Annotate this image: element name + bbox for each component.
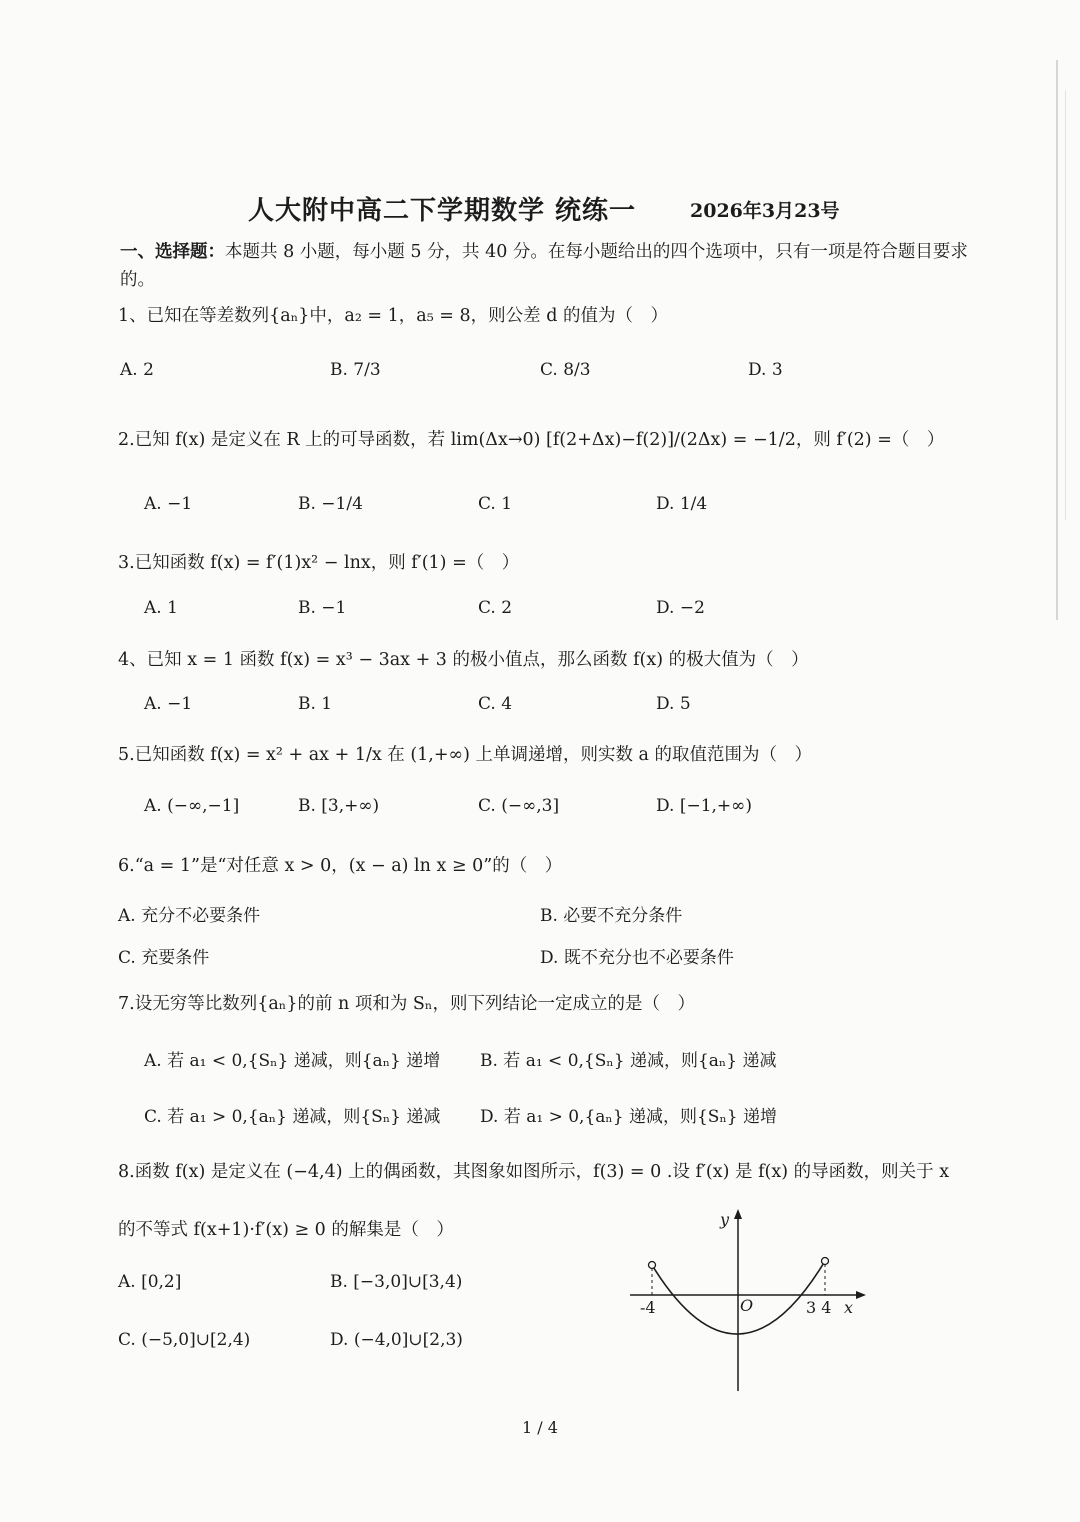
question-stem: 函数 f(x) 是定义在 (−4,4) 上的偶函数，其图象如图所示，f(3) = 0 .设 f′(x) 是 f(x) 的导函数，则关于 x (134, 1162, 950, 1182)
question-7 (118, 990, 695, 1015)
origin-label: O (740, 1296, 754, 1315)
question-4 (118, 646, 809, 671)
x-axis-arrow (856, 1291, 866, 1299)
open-endpoint-left (649, 1262, 656, 1269)
scan-edge-line (1056, 60, 1058, 620)
section-text: 本题共 8 小题，每小题 5 分，共 40 分。在每小题给出的四个选项中，只有一项是符合题目要求的。 (120, 242, 968, 290)
question-stem: “a = 1”是“对任意 x > 0，(x − a) ln x ≥ 0”的（ ） (134, 856, 563, 876)
tick-label-right: 3 4 (806, 1298, 832, 1317)
question-number: 7. (118, 994, 135, 1014)
question-3 (118, 549, 519, 574)
question-number: 8. (118, 1162, 135, 1182)
option-a: A. 若 a₁ < 0,{Sₙ} 递减，则{aₙ} 递增 (144, 1051, 441, 1071)
page-number: 1 / 4 (522, 1418, 558, 1437)
option-a: A. 1 (144, 598, 178, 618)
question-1 (118, 302, 668, 327)
question-6 (118, 852, 562, 877)
option-d: D. 既不充分也不必要条件 (540, 948, 734, 968)
exam-date: 2026年3月23号 (690, 200, 840, 222)
question-stem: 已知在等差数列{aₙ}中，a₂ = 1，a₅ = 8，则公差 d 的值为（ ） (146, 306, 668, 326)
option-c: C. 4 (478, 694, 513, 714)
question-8-continued: 的不等式 f(x+1)·f′(x) ≥ 0 的解集是（ ） (118, 1220, 454, 1240)
option-c: C. 若 a₁ > 0,{aₙ} 递减，则{Sₙ} 递减 (144, 1107, 441, 1127)
option-a: A. 充分不必要条件 (118, 906, 261, 926)
y-axis-label: y (720, 1210, 730, 1229)
option-b: B. [−3,0]∪[3,4) (330, 1272, 463, 1292)
question-number: 5. (118, 745, 135, 765)
option-b: B. [3,+∞) (298, 796, 380, 816)
option-d: D. 1/4 (656, 494, 708, 514)
function-graph (622, 1205, 872, 1395)
option-c: C. 2 (478, 598, 513, 618)
option-c: C. (−5,0]∪[2,4) (118, 1330, 251, 1350)
option-b: B. −1 (298, 598, 347, 618)
section-instructions (120, 238, 980, 294)
option-b: B. −1/4 (298, 494, 363, 514)
option-a: A. (−∞,−1] (144, 796, 240, 816)
question-number: 6. (118, 856, 135, 876)
option-c: C. 8/3 (540, 360, 591, 380)
option-d: D. 5 (656, 694, 691, 714)
page-title: 人大附中高二下学期数学 统练一 (248, 196, 637, 226)
question-number: 2. (118, 430, 135, 450)
option-b: B. 1 (298, 694, 333, 714)
option-d: D. [−1,+∞) (656, 796, 752, 816)
open-endpoint-right (822, 1258, 829, 1265)
option-c: C. 充要条件 (118, 948, 210, 968)
tick-label-left: -4 (640, 1298, 656, 1317)
y-axis-arrow (734, 1209, 742, 1219)
option-a: A. 2 (120, 360, 154, 380)
question-number: 4、 (118, 650, 147, 670)
option-c: C. (−∞,3] (478, 796, 560, 816)
option-b: B. 7/3 (330, 360, 381, 380)
scan-edge-line (1065, 90, 1066, 520)
option-a: A. −1 (144, 694, 193, 714)
question-number: 1、 (118, 306, 147, 326)
question-5 (118, 741, 812, 766)
question-stem: 已知 x = 1 函数 f(x) = x³ − 3ax + 3 的极小值点，那么函数 f(x) 的极大值为（ ） (146, 650, 809, 670)
question-number: 3. (118, 553, 135, 573)
question-stem: 已知函数 f(x) = x² + ax + 1/x 在 (1,+∞) 上单调递增，则实数 a 的取值范围为（ ） (134, 745, 813, 765)
option-a: A. −1 (144, 494, 193, 514)
option-d: D. 3 (748, 360, 783, 380)
question-2 (118, 426, 944, 451)
option-d: D. (−4,0]∪[2,3) (330, 1330, 463, 1350)
x-axis-label: x (844, 1298, 854, 1317)
question-stem: 设无穷等比数列{aₙ}的前 n 项和为 Sₙ，则下列结论一定成立的是（ ） (134, 994, 695, 1014)
question-8 (118, 1158, 949, 1183)
question-stem: 已知 f(x) 是定义在 R 上的可导函数，若 lim(Δx→0) [f(2+Δx)−f(2)]/(2Δx) = −1/2，则 f′(2) =（ ） (134, 430, 945, 450)
option-d: D. 若 a₁ > 0,{aₙ} 递减，则{Sₙ} 递增 (480, 1107, 778, 1127)
option-c: C. 1 (478, 494, 513, 514)
option-b: B. 必要不充分条件 (540, 906, 683, 926)
question-stem: 已知函数 f(x) = f′(1)x² − lnx，则 f′(1) =（ ） (134, 553, 520, 573)
section-heading: 一、选择题： (120, 242, 225, 262)
option-b: B. 若 a₁ < 0,{Sₙ} 递减，则{aₙ} 递减 (480, 1051, 777, 1071)
option-d: D. −2 (656, 598, 705, 618)
option-a: A. [0,2] (118, 1272, 182, 1292)
